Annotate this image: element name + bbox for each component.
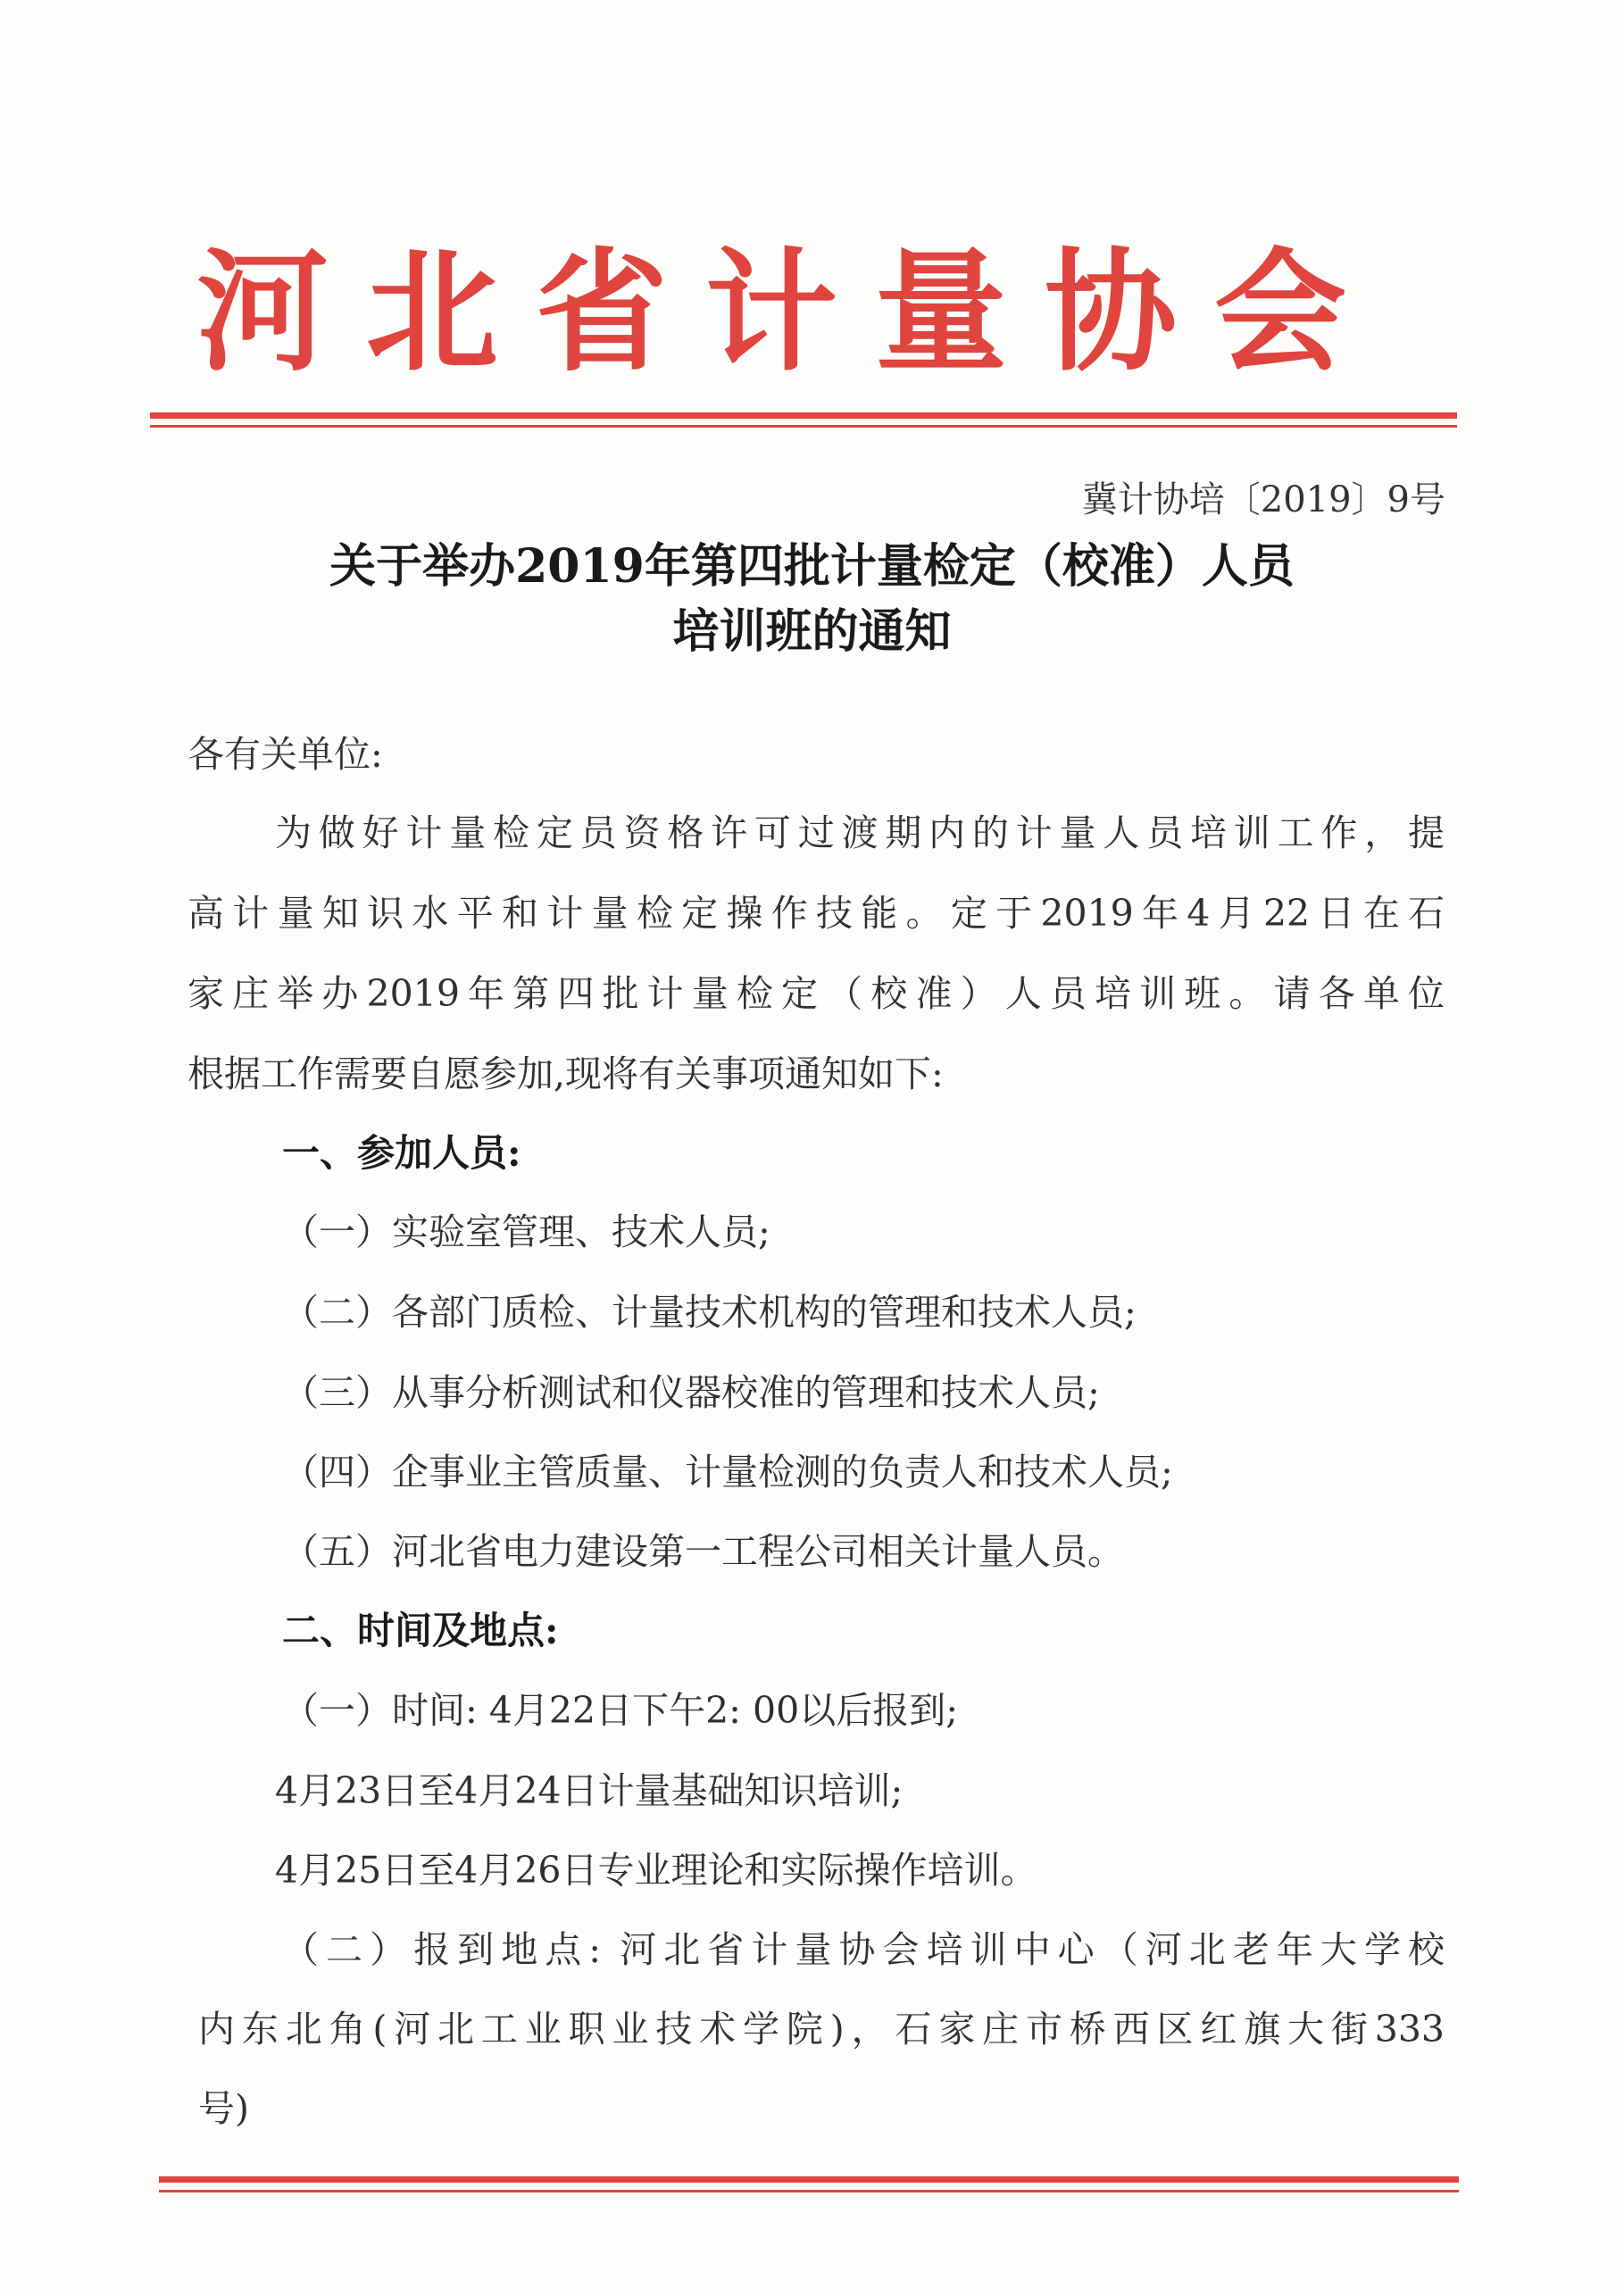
footer-rule-thick [159, 2176, 1459, 2183]
document-title-line-2: 培训班的通知 [672, 604, 952, 659]
section-1-item: （一）实验室管理、技术人员; [282, 1210, 770, 1253]
section-1-item: （五）河北省电力建设第一工程公司相关计量人员。 [282, 1530, 1124, 1573]
intro-line-2: 高计量知识水平和计量检定操作技能。定于2019年4月22日在石 [187, 892, 1445, 935]
section-2-time-line: （一）时间: 4月22日下午2: 00以后报到; [282, 1689, 959, 1732]
section-2-location-line: 号) [198, 2087, 249, 2130]
section-1-item: （二）各部门质检、计量技术机构的管理和技术人员; [282, 1291, 1137, 1334]
section-1-heading: 一、参加人员: [282, 1131, 521, 1175]
intro-line-3: 家庄举办2019年第四批计量检定（校准）人员培训班。请各单位 [187, 972, 1445, 1015]
letterhead-rule-thin [150, 425, 1457, 428]
intro-line-4: 根据工作需要自愿参加,现将有关事项通知如下: [187, 1052, 944, 1095]
section-2-location-line: 内东北角(河北工业职业技术学院)，石家庄市桥西区红旗大街333 [198, 2008, 1445, 2051]
section-2-time-line: 4月23日至4月24日计量基础知识培训; [275, 1769, 904, 1812]
section-2-heading: 二、时间及地点: [282, 1609, 559, 1652]
section-1-item: （四）企事业主管质量、计量检测的负责人和技术人员; [282, 1451, 1173, 1493]
intro-line-1: 为做好计量检定员资格许可过渡期内的计量人员培训工作，提 [275, 811, 1445, 854]
section-2-time-line: 4月25日至4月26日专业理论和实际操作培训。 [275, 1849, 1037, 1892]
salutation: 各有关单位: [187, 733, 383, 776]
document-title-line-1: 关于举办2019年第四批计量检定（校准）人员 [329, 539, 1295, 594]
letterhead-title: 河北省计量协会 [196, 236, 1384, 389]
letterhead-rule-thick [150, 412, 1457, 419]
document-number: 冀计协培〔2019〕9号 [1081, 479, 1445, 520]
section-1-item: （三）从事分析测试和仪器校准的管理和技术人员; [282, 1371, 1100, 1414]
section-2-location-line: （二）报到地点: 河北省计量协会培训中心（河北老年大学校 [282, 1928, 1445, 1971]
footer-rule-thin [159, 2190, 1459, 2192]
